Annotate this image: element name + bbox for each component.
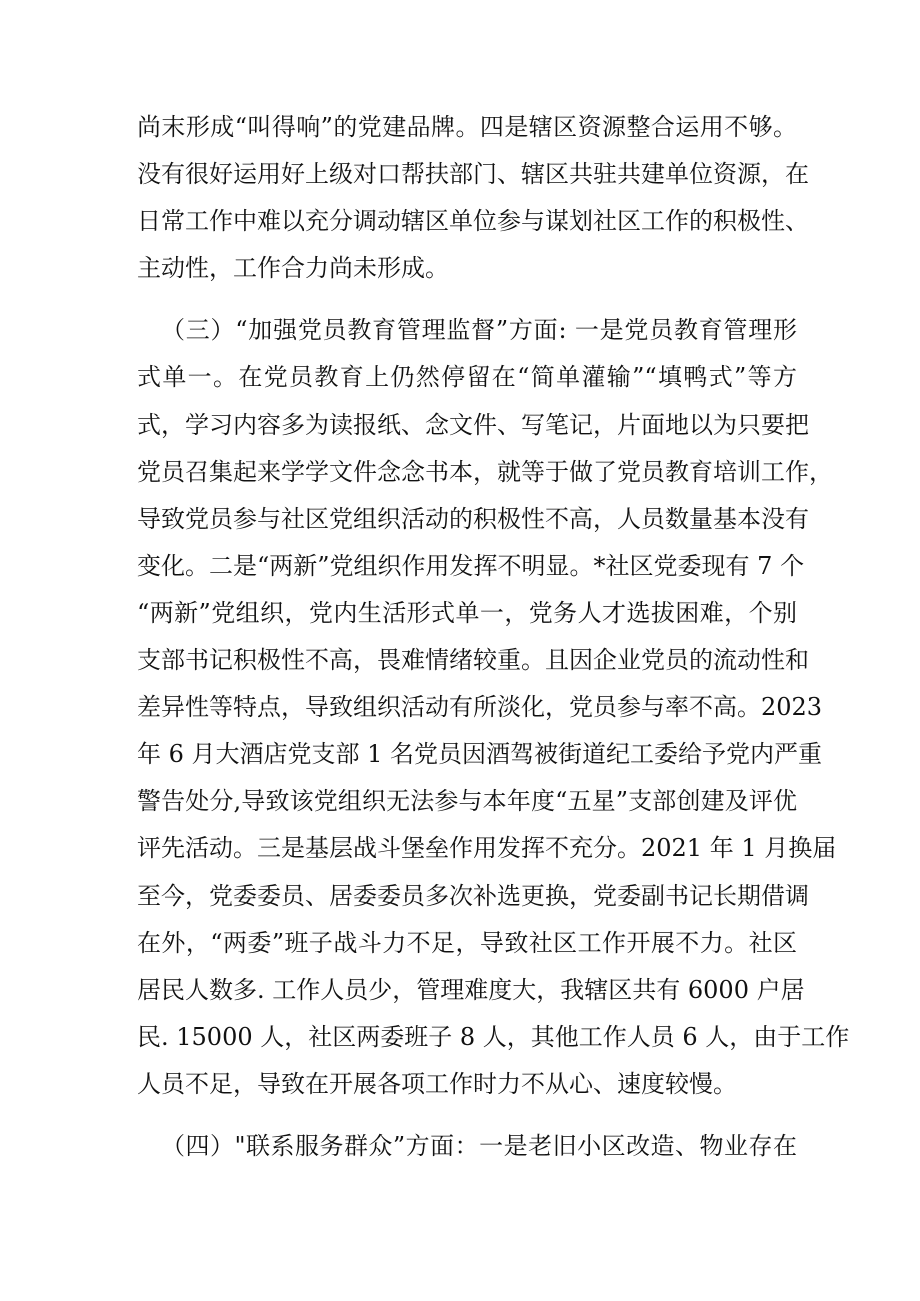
text-line: 至今，党委委员、居委委员多次补选更换，党委副书记长期借调 [137, 881, 809, 910]
text-line: 民. 15000 人，社区两委班子 8 人，其他工作人员 6 人，由于工作 [137, 1022, 850, 1051]
text-line: 党员召集起来学学文件念念书本，就等于做了党员教育培训工作， [137, 457, 833, 486]
text-line: 尚末形成“叫得响”的党建品牌。四是辖区资源整合运用不够。 [137, 113, 797, 141]
text-line: “两新”党组织，党内生活形式单一，党务人才选拔困难，个别 [137, 598, 797, 627]
text-line: 人员不足，导致在开展各项工作时力不从心、速度较慢。 [137, 1069, 737, 1098]
text-line: 警告处分,导致该党组织无法参与本年度“五星”支部创建及评优 [137, 787, 797, 816]
text-line: 主动性，工作合力尚未形成。 [137, 254, 449, 283]
paragraph-1 [137, 104, 809, 292]
document-body [137, 104, 850, 1170]
text-line: 在外，“两委”班子战斗力不足，导致社区工作开展不力。社区 [137, 928, 797, 957]
paragraph-2 [137, 307, 850, 1108]
paragraph-3 [137, 1123, 797, 1170]
text-line: 导致党员参与社区党组织活动的积极性不高，人员数量基本没有 [137, 504, 809, 533]
text-line: （四）"联系服务群众”方面：一是老旧小区改造、物业存在 [161, 1131, 797, 1160]
text-line: 评先活动。三是基层战斗堡垒作用发挥不充分。2021 年 1 月换届 [137, 834, 837, 863]
text-line: 年 6 月大酒店党支部 1 名党员因酒驾被街道纪工委给予党内严重 [137, 740, 823, 769]
text-line: 变化。二是“两新”党组织作用发挥不明显。*社区党委现有 7 个 [137, 551, 805, 580]
text-line: （三）“加强党员教育管理监督”方面: 一是党员教育管理形 [161, 316, 797, 345]
text-line: 日常工作中难以充分调动辖区单位参与谋划社区工作的积极性、 [137, 207, 809, 236]
text-line: 差异性等特点，导致组织活动有所淡化，党员参与率不高。2023 [137, 693, 823, 722]
paragraph-gap [137, 292, 797, 307]
text-line: 没有很好运用好上级对口帮扶部门、辖区共驻共建单位资源，在 [137, 160, 809, 189]
text-line: 式单一。在党员教育上仍然停留在“简单灌输”“填鸭式”等方 [137, 363, 797, 392]
text-line: 支部书记积极性不高，畏难情绪较重。且因企业党员的流动性和 [137, 646, 809, 675]
paragraph-gap [137, 1108, 797, 1123]
text-line: 居民人数多. 工作人员少，管理难度大，我辖区共有 6000 户居 [137, 975, 805, 1004]
text-line: 式，学习内容多为读报纸、念文件、写笔记，片面地以为只要把 [137, 410, 809, 439]
